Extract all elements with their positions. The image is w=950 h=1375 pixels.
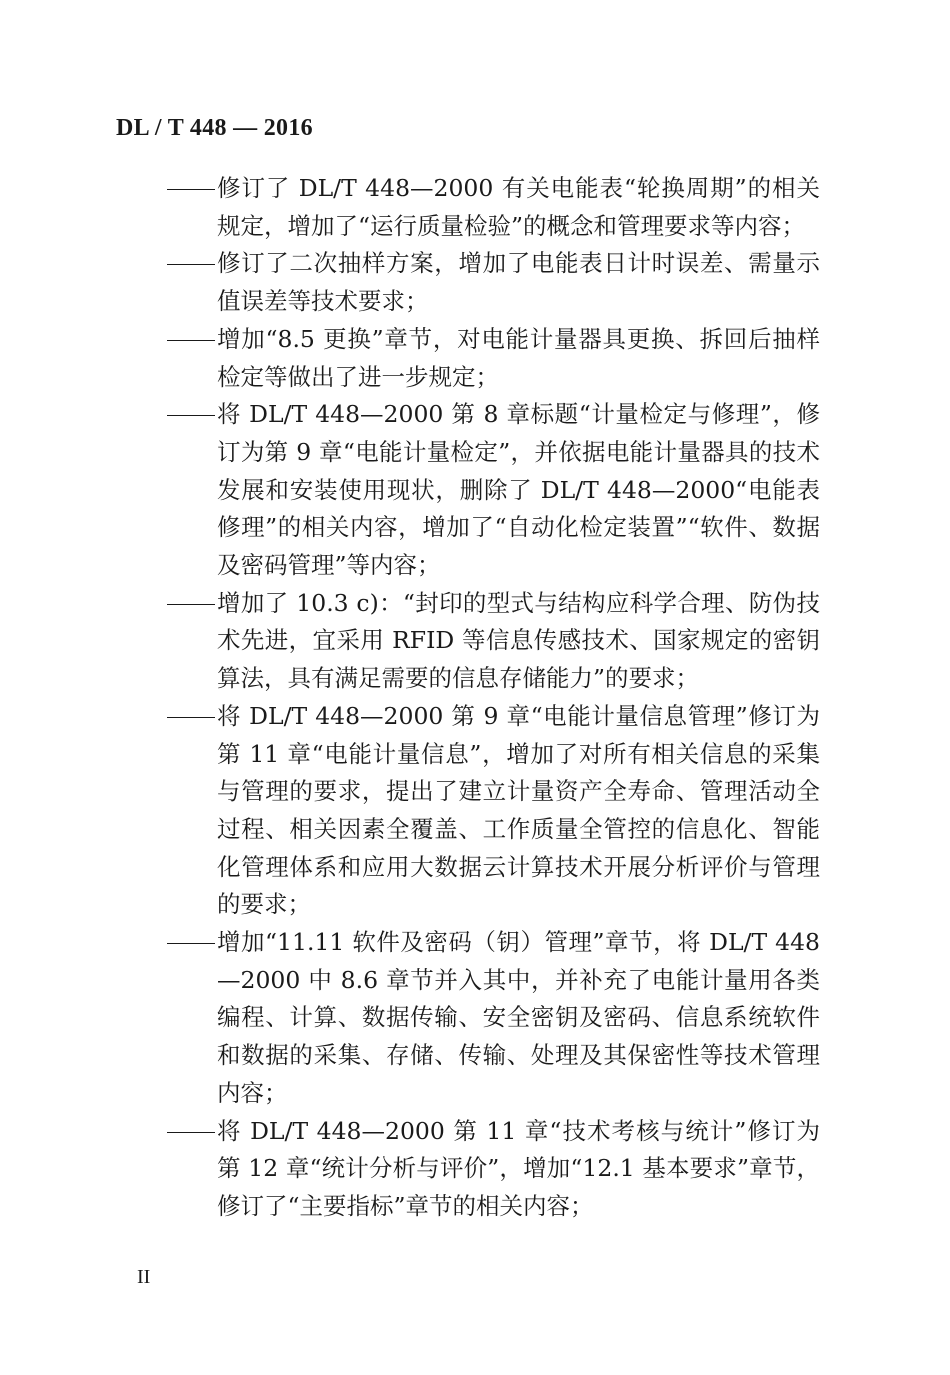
dash-bullet bbox=[165, 170, 217, 208]
list-item-text: 将 DL/T 448—2000 第 9 章“电能计量信息管理”修订为第 11 章“电能计量信息”，增加了对所有相关信息的采集与管理的要求，提出了建立计量资产全寿命、管理活动全过程、相关因素全覆盖、工作质量全管控的信息化、智能化管理体系和应用大数据云计算技术开展分析评价与管理的要求； bbox=[217, 701, 820, 919]
document-header: DL / T 448 — 2016 bbox=[116, 115, 313, 141]
list-item bbox=[0, 170, 820, 245]
list-item-text: 增加了 10.3 c)：“封印的型式与结构应科学合理、防伪技术先进，宜采用 RFID 等信息传感技术、国家规定的密钥算法，具有满足需要的信息存储能力”的要求； bbox=[217, 588, 820, 693]
dash-bullet bbox=[165, 245, 217, 283]
dash-bullet bbox=[165, 698, 217, 736]
list-item-text: 修订了 DL/T 448—2000 有关电能表“轮换周期”的相关规定，增加了“运行质量检验”的概念和管理要求等内容； bbox=[217, 174, 820, 240]
list-item bbox=[0, 585, 820, 698]
list-item bbox=[0, 924, 820, 1113]
dash-bullet bbox=[165, 321, 217, 359]
list-item-text: 增加“11.11 软件及密码（钥）管理”章节，将 DL/T 448—2000 中 8.6 章节并入其中，并补充了电能计量用各类编程、计算、数据传输、安全密钥及密码、信息系统软件和数据的采集、存储、传输、处理及其保密性等技术管理内容； bbox=[217, 928, 820, 1107]
list-item-text: 修订了二次抽样方案，增加了电能表日计时误差、需量示值误差等技术要求； bbox=[217, 249, 820, 316]
dash-bullet bbox=[165, 585, 217, 623]
list-item bbox=[0, 396, 820, 585]
list-item-text: 将 DL/T 448—2000 第 11 章“技术考核与统计”修订为第 12 章“统计分析与评价”，增加“12.1 基本要求”章节，修订了“主要指标”章节的相关内容； bbox=[217, 1116, 820, 1220]
list-item-text: 增加“8.5 更换”章节，对电能计量器具更换、拆回后抽样检定等做出了进一步规定； bbox=[217, 324, 820, 391]
change-list bbox=[0, 170, 950, 1226]
list-item bbox=[0, 1113, 820, 1226]
page-number: II bbox=[137, 1266, 151, 1288]
list-item bbox=[0, 698, 820, 924]
list-item bbox=[0, 245, 820, 320]
list-item-text: 将 DL/T 448—2000 第 8 章标题“计量检定与修理”，修订为第 9 章“电能计量检定”，并依据电能计量器具的技术发展和安装使用现状，删除了 DL/T 448—2000“电能表修理”的相关内容，增加了“自动化检定装置”“软件、数据及密码管理”等内容； bbox=[217, 400, 820, 580]
dash-bullet bbox=[165, 396, 217, 434]
list-item bbox=[0, 321, 820, 396]
dash-bullet bbox=[165, 924, 217, 962]
dash-bullet bbox=[165, 1113, 217, 1151]
